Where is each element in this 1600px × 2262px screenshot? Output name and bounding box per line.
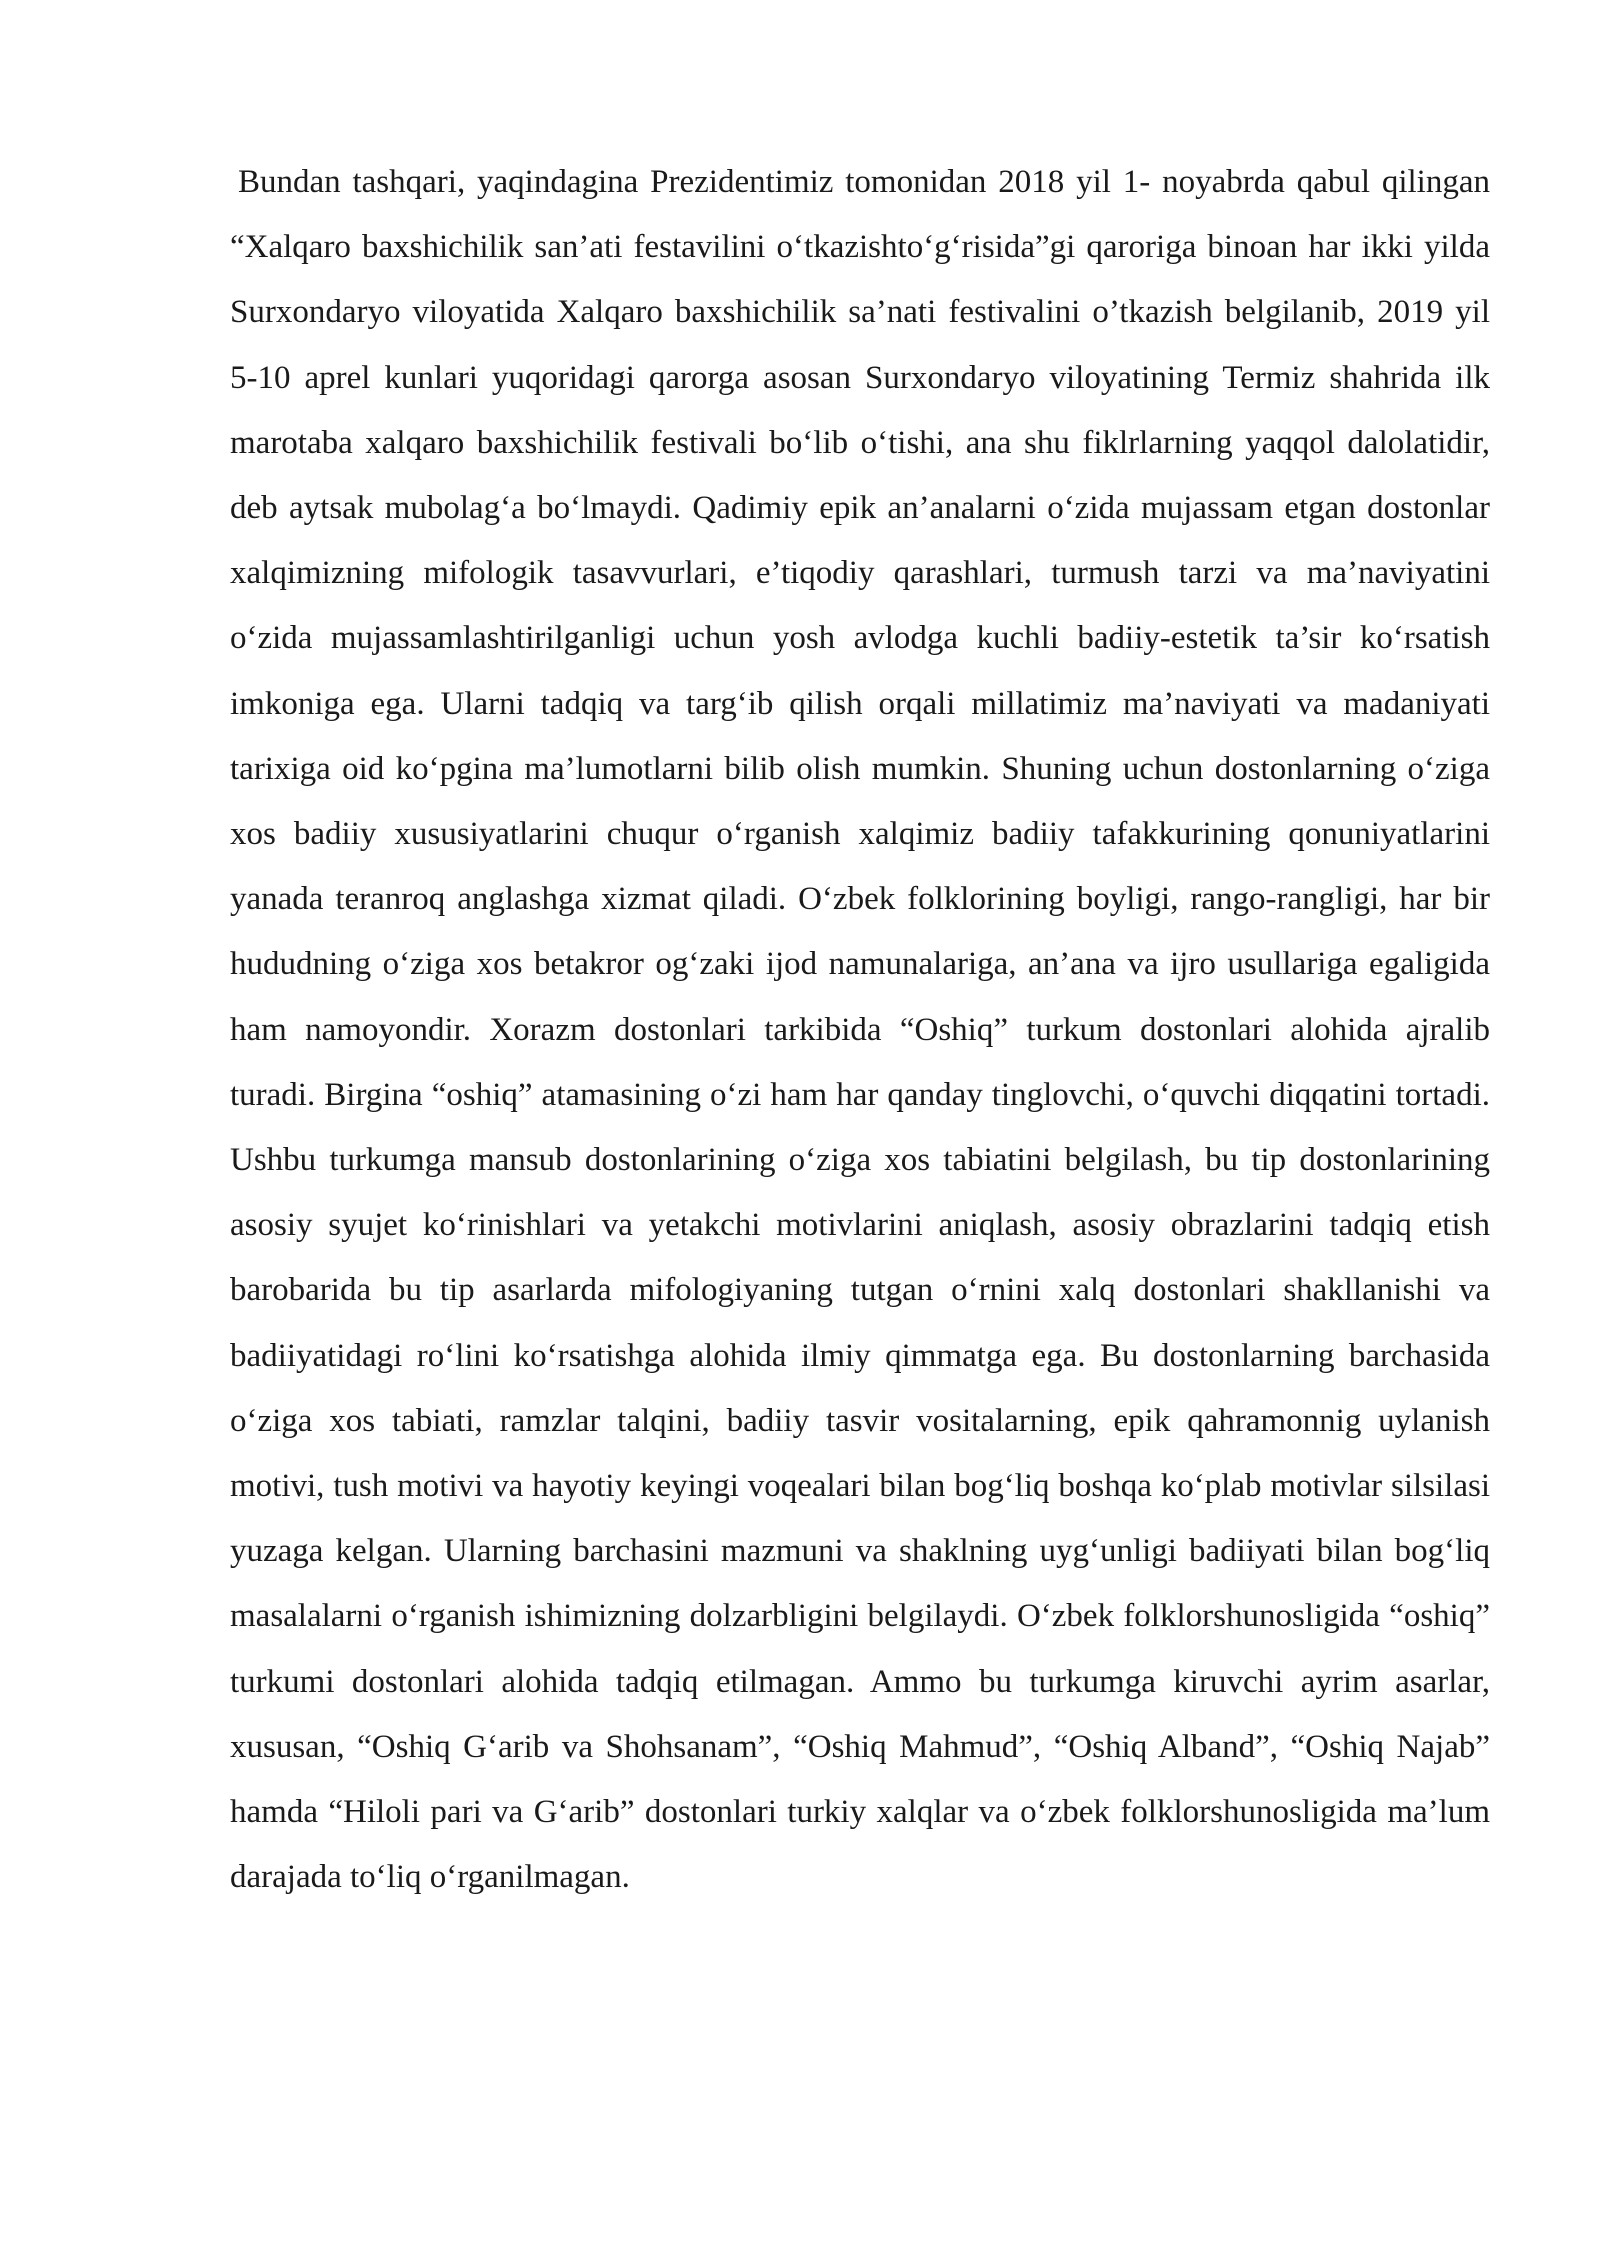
body-paragraph: Bundan tashqari, yaqindagina Prezidentimiz tomonidan 2018 yil 1- noyabrda qabul qilingan “Xalqaro baxshichilik san’ati festavilini oʻtkazishtoʻgʻrisida”gi qaroriga binoan har ikki yilda Surxondaryo viloyatida Xalqaro baxshichilik sa’nati festivalini o’tkazish belgilanib, 2019 yil 5-10 aprel kunlari yuqoridagi qarorga asosan Surxondaryo viloyatining Termiz shahrida ilk marotaba xalqaro baxshichilik festivali boʻlib oʻtishi, ana shu fiklrlarning yaqqol dalolatidir, deb aytsak mubolagʻa boʻlmaydi. Qadimiy epik an’analarni oʻzida mujassam etgan dostonlar xalqimizning mifologik tasavvurlari, e’tiqodiy qarashlari, turmush tarzi va ma’naviyatini oʻzida mujassamlashtirilganligi uchun yosh avlodga kuchli badiiy-estetik ta’sir koʻrsatish imkoniga ega. Ularni tadqiq va targʻib qilish orqali millatimiz ma’naviyati va madaniyati tarixiga oid koʻpgina ma’lumotlarni bilib olish mumkin. Shuning uchun dostonlarning oʻziga xos badiiy xususiyatlarini chuqur oʻrganish xalqimiz badiiy tafakkurining qonuniyatlarini yanada teranroq anglashga xizmat qiladi. Oʻzbek folklorining boyligi, rango-rangligi, har bir hududning oʻziga xos betakror ogʻzaki ijod namunalariga, an’ana va ijro usullariga egaligida ham namoyondir. Xorazm dostonlari tarkibida “Oshiq” turkum dostonlari alohida ajralib turadi. Birgina “oshiq” atamasining oʻzi ham har qanday tinglovchi, oʻquvchi diqqatini tortadi. Ushbu turkumga mansub dostonlarining oʻziga xos tabiatini belgilash, bu tip dostonlarining asosiy syujet koʻrinishlari va yetakchi motivlarini aniqlash, asosiy obrazlarini tadqiq etish barobarida bu tip asarlarda mifologiyaning tutgan oʻrnini xalq dostonlari shakllanishi va badiiyatidagi roʻlini koʻrsatishga alohida ilmiy qimmatga ega. Bu dostonlarning barchasida oʻziga xos tabiati, ramzlar talqini, badiiy tasvir vositalarning, epik qahramonnig uylanish motivi, tush motivi va hayotiy keyingi voqealari bilan bogʻliq boshqa koʻplab motivlar silsilasi yuzaga kelgan. Ularning barchasini mazmuni va shaklning uygʻunligi badiiyati bilan bogʻliq masalalarni oʻrganish ishimizning dolzarbligini belgilaydi. Oʻzbek folklorshunosligida “oshiq” turkumi dostonlari alohida tadqiq etilmagan. Ammo bu turkumga kiruvchi ayrim asarlar, xususan, “Oshiq Gʻarib va Shohsanam”, “Oshiq Mahmud”, “Oshiq Alband”, “Oshiq Najab” hamda “Hiloli pari va Gʻarib” dostonlari turkiy xalqlar va oʻzbek folklorshunosligida ma’lum darajada toʻliq oʻrganilmagan. (230, 164, 1490, 1896)
